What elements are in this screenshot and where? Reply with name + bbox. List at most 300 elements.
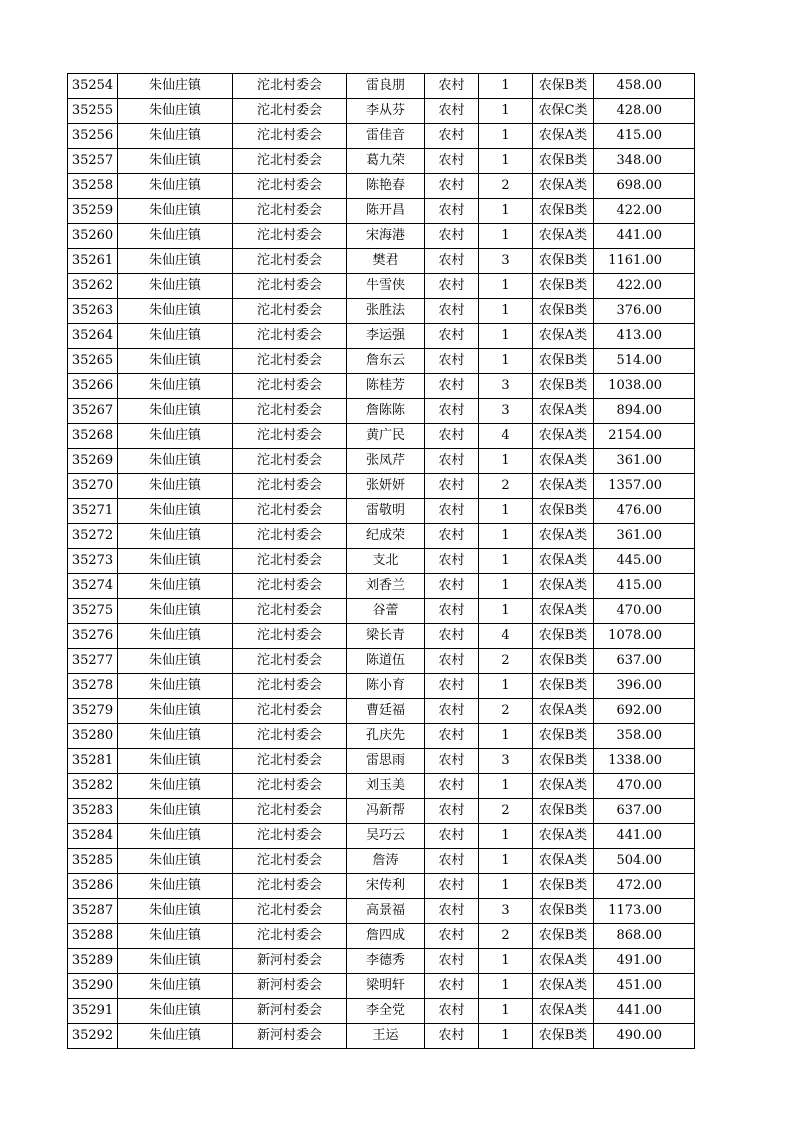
insurance-class-cell: 农保B类 [533,299,594,324]
table-row [68,299,695,324]
amount-cell: 361.00 [594,524,695,549]
household-size-cell: 2 [479,649,533,674]
township-cell: 朱仙庄镇 [118,974,233,999]
household-size-cell: 2 [479,799,533,824]
amount-cell: 1338.00 [594,749,695,774]
village-committee-cell: 沱北村委会 [233,799,347,824]
table-row [68,949,695,974]
amount-cell: 441.00 [594,224,695,249]
insurance-class-cell: 农保B类 [533,249,594,274]
village-committee-cell: 沱北村委会 [233,474,347,499]
village-committee-cell: 沱北村委会 [233,699,347,724]
amount-cell: 458.00 [594,74,695,99]
amount-cell: 1161.00 [594,249,695,274]
amount-cell: 698.00 [594,174,695,199]
amount-cell: 514.00 [594,349,695,374]
name-cell: 张凤芹 [347,449,425,474]
row-number-cell: 35264 [68,324,118,349]
table-row [68,99,695,124]
village-committee-cell: 沱北村委会 [233,424,347,449]
row-number-cell: 35278 [68,674,118,699]
area-type-cell: 农村 [425,249,479,274]
area-type-cell: 农村 [425,949,479,974]
household-size-cell: 1 [479,299,533,324]
insurance-class-cell: 农保C类 [533,99,594,124]
area-type-cell: 农村 [425,424,479,449]
household-size-cell: 4 [479,424,533,449]
area-type-cell: 农村 [425,999,479,1024]
insurance-class-cell: 农保A类 [533,124,594,149]
name-cell: 宋传利 [347,874,425,899]
amount-cell: 376.00 [594,299,695,324]
village-committee-cell: 沱北村委会 [233,249,347,274]
insurance-class-cell: 农保B类 [533,924,594,949]
household-size-cell: 1 [479,999,533,1024]
row-number-cell: 35260 [68,224,118,249]
records-table [67,73,695,1049]
table-row [68,499,695,524]
name-cell: 冯新帮 [347,799,425,824]
insurance-class-cell: 农保A类 [533,599,594,624]
household-size-cell: 1 [479,824,533,849]
row-number-cell: 35280 [68,724,118,749]
name-cell: 陈开昌 [347,199,425,224]
village-committee-cell: 沱北村委会 [233,574,347,599]
name-cell: 李德秀 [347,949,425,974]
village-committee-cell: 沱北村委会 [233,349,347,374]
insurance-class-cell: 农保B类 [533,374,594,399]
insurance-class-cell: 农保A类 [533,849,594,874]
name-cell: 曹廷福 [347,699,425,724]
insurance-class-cell: 农保A类 [533,999,594,1024]
village-committee-cell: 沱北村委会 [233,299,347,324]
village-committee-cell: 沱北村委会 [233,849,347,874]
amount-cell: 441.00 [594,999,695,1024]
insurance-class-cell: 农保B类 [533,74,594,99]
insurance-class-cell: 农保A类 [533,324,594,349]
name-cell: 陈艳春 [347,174,425,199]
amount-cell: 868.00 [594,924,695,949]
amount-cell: 490.00 [594,1024,695,1049]
township-cell: 朱仙庄镇 [118,124,233,149]
household-size-cell: 1 [479,949,533,974]
table-row [68,249,695,274]
table-row [68,849,695,874]
village-committee-cell: 新河村委会 [233,1024,347,1049]
row-number-cell: 35258 [68,174,118,199]
row-number-cell: 35267 [68,399,118,424]
township-cell: 朱仙庄镇 [118,949,233,974]
amount-cell: 1078.00 [594,624,695,649]
village-committee-cell: 沱北村委会 [233,624,347,649]
insurance-class-cell: 农保A类 [533,774,594,799]
township-cell: 朱仙庄镇 [118,449,233,474]
table-row [68,224,695,249]
name-cell: 梁明轩 [347,974,425,999]
table-row [68,999,695,1024]
row-number-cell: 35261 [68,249,118,274]
amount-cell: 2154.00 [594,424,695,449]
area-type-cell: 农村 [425,524,479,549]
area-type-cell: 农村 [425,574,479,599]
row-number-cell: 35257 [68,149,118,174]
township-cell: 朱仙庄镇 [118,324,233,349]
township-cell: 朱仙庄镇 [118,724,233,749]
township-cell: 朱仙庄镇 [118,349,233,374]
name-cell: 孔庆先 [347,724,425,749]
village-committee-cell: 沱北村委会 [233,149,347,174]
amount-cell: 470.00 [594,599,695,624]
row-number-cell: 35268 [68,424,118,449]
township-cell: 朱仙庄镇 [118,649,233,674]
village-committee-cell: 沱北村委会 [233,649,347,674]
table-row [68,474,695,499]
table-row [68,399,695,424]
household-size-cell: 3 [479,399,533,424]
insurance-class-cell: 农保A类 [533,824,594,849]
amount-cell: 415.00 [594,574,695,599]
name-cell: 谷蕾 [347,599,425,624]
household-size-cell: 1 [479,199,533,224]
township-cell: 朱仙庄镇 [118,149,233,174]
name-cell: 樊君 [347,249,425,274]
household-size-cell: 1 [479,224,533,249]
row-number-cell: 35290 [68,974,118,999]
area-type-cell: 农村 [425,374,479,399]
area-type-cell: 农村 [425,799,479,824]
insurance-class-cell: 农保B类 [533,649,594,674]
area-type-cell: 农村 [425,624,479,649]
household-size-cell: 3 [479,899,533,924]
village-committee-cell: 新河村委会 [233,974,347,999]
household-size-cell: 3 [479,249,533,274]
row-number-cell: 35274 [68,574,118,599]
table-row [68,874,695,899]
area-type-cell: 农村 [425,399,479,424]
area-type-cell: 农村 [425,599,479,624]
insurance-class-cell: 农保B类 [533,349,594,374]
household-size-cell: 2 [479,924,533,949]
household-size-cell: 1 [479,499,533,524]
insurance-class-cell: 农保B类 [533,624,594,649]
table-row [68,424,695,449]
row-number-cell: 35255 [68,99,118,124]
area-type-cell: 农村 [425,974,479,999]
table-row [68,624,695,649]
household-size-cell: 1 [479,1024,533,1049]
household-size-cell: 2 [479,699,533,724]
table-row [68,799,695,824]
table-body [68,74,695,1049]
household-size-cell: 1 [479,124,533,149]
township-cell: 朱仙庄镇 [118,749,233,774]
table-row [68,324,695,349]
amount-cell: 361.00 [594,449,695,474]
township-cell: 朱仙庄镇 [118,674,233,699]
amount-cell: 637.00 [594,799,695,824]
household-size-cell: 4 [479,624,533,649]
row-number-cell: 35276 [68,624,118,649]
name-cell: 李运强 [347,324,425,349]
amount-cell: 422.00 [594,274,695,299]
township-cell: 朱仙庄镇 [118,999,233,1024]
township-cell: 朱仙庄镇 [118,924,233,949]
village-committee-cell: 沱北村委会 [233,924,347,949]
name-cell: 高景福 [347,899,425,924]
area-type-cell: 农村 [425,199,479,224]
name-cell: 詹陈陈 [347,399,425,424]
name-cell: 雷敬明 [347,499,425,524]
area-type-cell: 农村 [425,824,479,849]
amount-cell: 472.00 [594,874,695,899]
household-size-cell: 1 [479,524,533,549]
township-cell: 朱仙庄镇 [118,224,233,249]
area-type-cell: 农村 [425,349,479,374]
row-number-cell: 35265 [68,349,118,374]
amount-cell: 1038.00 [594,374,695,399]
township-cell: 朱仙庄镇 [118,99,233,124]
amount-cell: 413.00 [594,324,695,349]
insurance-class-cell: 农保A类 [533,449,594,474]
township-cell: 朱仙庄镇 [118,274,233,299]
table-row [68,349,695,374]
name-cell: 李全党 [347,999,425,1024]
township-cell: 朱仙庄镇 [118,299,233,324]
township-cell: 朱仙庄镇 [118,499,233,524]
amount-cell: 415.00 [594,124,695,149]
name-cell: 王运 [347,1024,425,1049]
row-number-cell: 35277 [68,649,118,674]
household-size-cell: 1 [479,599,533,624]
name-cell: 詹四成 [347,924,425,949]
household-size-cell: 1 [479,349,533,374]
village-committee-cell: 沱北村委会 [233,874,347,899]
township-cell: 朱仙庄镇 [118,699,233,724]
table-row [68,149,695,174]
table-row [68,199,695,224]
insurance-class-cell: 农保B类 [533,749,594,774]
row-number-cell: 35286 [68,874,118,899]
township-cell: 朱仙庄镇 [118,199,233,224]
area-type-cell: 农村 [425,899,479,924]
row-number-cell: 35263 [68,299,118,324]
amount-cell: 476.00 [594,499,695,524]
name-cell: 葛九荣 [347,149,425,174]
amount-cell: 637.00 [594,649,695,674]
name-cell: 刘香兰 [347,574,425,599]
row-number-cell: 35285 [68,849,118,874]
table-row [68,724,695,749]
household-size-cell: 1 [479,974,533,999]
name-cell: 詹涛 [347,849,425,874]
area-type-cell: 农村 [425,124,479,149]
area-type-cell: 农村 [425,774,479,799]
insurance-class-cell: 农保A类 [533,549,594,574]
village-committee-cell: 沱北村委会 [233,674,347,699]
village-committee-cell: 新河村委会 [233,999,347,1024]
area-type-cell: 农村 [425,224,479,249]
insurance-class-cell: 农保A类 [533,524,594,549]
name-cell: 支北 [347,549,425,574]
area-type-cell: 农村 [425,874,479,899]
table-row [68,749,695,774]
row-number-cell: 35282 [68,774,118,799]
amount-cell: 396.00 [594,674,695,699]
table-row [68,774,695,799]
township-cell: 朱仙庄镇 [118,424,233,449]
row-number-cell: 35275 [68,599,118,624]
table-row [68,274,695,299]
village-committee-cell: 沱北村委会 [233,174,347,199]
table-row [68,174,695,199]
row-number-cell: 35271 [68,499,118,524]
village-committee-cell: 沱北村委会 [233,199,347,224]
amount-cell: 504.00 [594,849,695,874]
area-type-cell: 农村 [425,474,479,499]
area-type-cell: 农村 [425,1024,479,1049]
village-committee-cell: 新河村委会 [233,949,347,974]
village-committee-cell: 沱北村委会 [233,324,347,349]
name-cell: 雷佳音 [347,124,425,149]
name-cell: 刘玉美 [347,774,425,799]
household-size-cell: 3 [479,374,533,399]
township-cell: 朱仙庄镇 [118,874,233,899]
area-type-cell: 农村 [425,499,479,524]
name-cell: 梁长青 [347,624,425,649]
village-committee-cell: 沱北村委会 [233,749,347,774]
row-number-cell: 35270 [68,474,118,499]
name-cell: 黄广民 [347,424,425,449]
insurance-class-cell: 农保B类 [533,274,594,299]
name-cell: 李从芬 [347,99,425,124]
household-size-cell: 1 [479,724,533,749]
village-committee-cell: 沱北村委会 [233,274,347,299]
area-type-cell: 农村 [425,674,479,699]
area-type-cell: 农村 [425,549,479,574]
village-committee-cell: 沱北村委会 [233,224,347,249]
village-committee-cell: 沱北村委会 [233,724,347,749]
household-size-cell: 1 [479,449,533,474]
table-row [68,974,695,999]
table-row [68,649,695,674]
insurance-class-cell: 农保A类 [533,174,594,199]
row-number-cell: 35292 [68,1024,118,1049]
amount-cell: 358.00 [594,724,695,749]
village-committee-cell: 沱北村委会 [233,99,347,124]
area-type-cell: 农村 [425,699,479,724]
household-size-cell: 1 [479,74,533,99]
name-cell: 牛雪侠 [347,274,425,299]
village-committee-cell: 沱北村委会 [233,124,347,149]
township-cell: 朱仙庄镇 [118,824,233,849]
row-number-cell: 35281 [68,749,118,774]
amount-cell: 445.00 [594,549,695,574]
table-row [68,899,695,924]
row-number-cell: 35269 [68,449,118,474]
name-cell: 陈道伍 [347,649,425,674]
township-cell: 朱仙庄镇 [118,799,233,824]
village-committee-cell: 沱北村委会 [233,74,347,99]
village-committee-cell: 沱北村委会 [233,824,347,849]
insurance-class-cell: 农保B类 [533,499,594,524]
township-cell: 朱仙庄镇 [118,174,233,199]
household-size-cell: 1 [479,324,533,349]
household-size-cell: 1 [479,274,533,299]
area-type-cell: 农村 [425,649,479,674]
township-cell: 朱仙庄镇 [118,574,233,599]
table-row [68,824,695,849]
area-type-cell: 农村 [425,299,479,324]
household-size-cell: 2 [479,174,533,199]
table-row [68,524,695,549]
household-size-cell: 1 [479,99,533,124]
amount-cell: 894.00 [594,399,695,424]
household-size-cell: 1 [479,674,533,699]
table-row [68,599,695,624]
insurance-class-cell: 农保A类 [533,399,594,424]
village-committee-cell: 沱北村委会 [233,549,347,574]
amount-cell: 1173.00 [594,899,695,924]
area-type-cell: 农村 [425,749,479,774]
table-row [68,124,695,149]
insurance-class-cell: 农保A类 [533,474,594,499]
area-type-cell: 农村 [425,99,479,124]
row-number-cell: 35262 [68,274,118,299]
table-row [68,449,695,474]
area-type-cell: 农村 [425,274,479,299]
table-row [68,924,695,949]
name-cell: 纪成荣 [347,524,425,549]
row-number-cell: 35288 [68,924,118,949]
area-type-cell: 农村 [425,849,479,874]
township-cell: 朱仙庄镇 [118,524,233,549]
insurance-class-cell: 农保A类 [533,574,594,599]
village-committee-cell: 沱北村委会 [233,374,347,399]
amount-cell: 692.00 [594,699,695,724]
area-type-cell: 农村 [425,924,479,949]
area-type-cell: 农村 [425,324,479,349]
amount-cell: 451.00 [594,974,695,999]
insurance-class-cell: 农保A类 [533,949,594,974]
name-cell: 陈桂芳 [347,374,425,399]
row-number-cell: 35254 [68,74,118,99]
township-cell: 朱仙庄镇 [118,624,233,649]
row-number-cell: 35259 [68,199,118,224]
amount-cell: 1357.00 [594,474,695,499]
amount-cell: 428.00 [594,99,695,124]
name-cell: 雷思雨 [347,749,425,774]
township-cell: 朱仙庄镇 [118,549,233,574]
township-cell: 朱仙庄镇 [118,474,233,499]
household-size-cell: 1 [479,149,533,174]
area-type-cell: 农村 [425,174,479,199]
insurance-class-cell: 农保B类 [533,874,594,899]
insurance-class-cell: 农保B类 [533,149,594,174]
household-size-cell: 1 [479,549,533,574]
village-committee-cell: 沱北村委会 [233,499,347,524]
insurance-class-cell: 农保A类 [533,224,594,249]
township-cell: 朱仙庄镇 [118,399,233,424]
household-size-cell: 1 [479,874,533,899]
row-number-cell: 35283 [68,799,118,824]
township-cell: 朱仙庄镇 [118,74,233,99]
amount-cell: 348.00 [594,149,695,174]
village-committee-cell: 沱北村委会 [233,449,347,474]
insurance-class-cell: 农保A类 [533,974,594,999]
village-committee-cell: 沱北村委会 [233,599,347,624]
table-row [68,1024,695,1049]
township-cell: 朱仙庄镇 [118,899,233,924]
